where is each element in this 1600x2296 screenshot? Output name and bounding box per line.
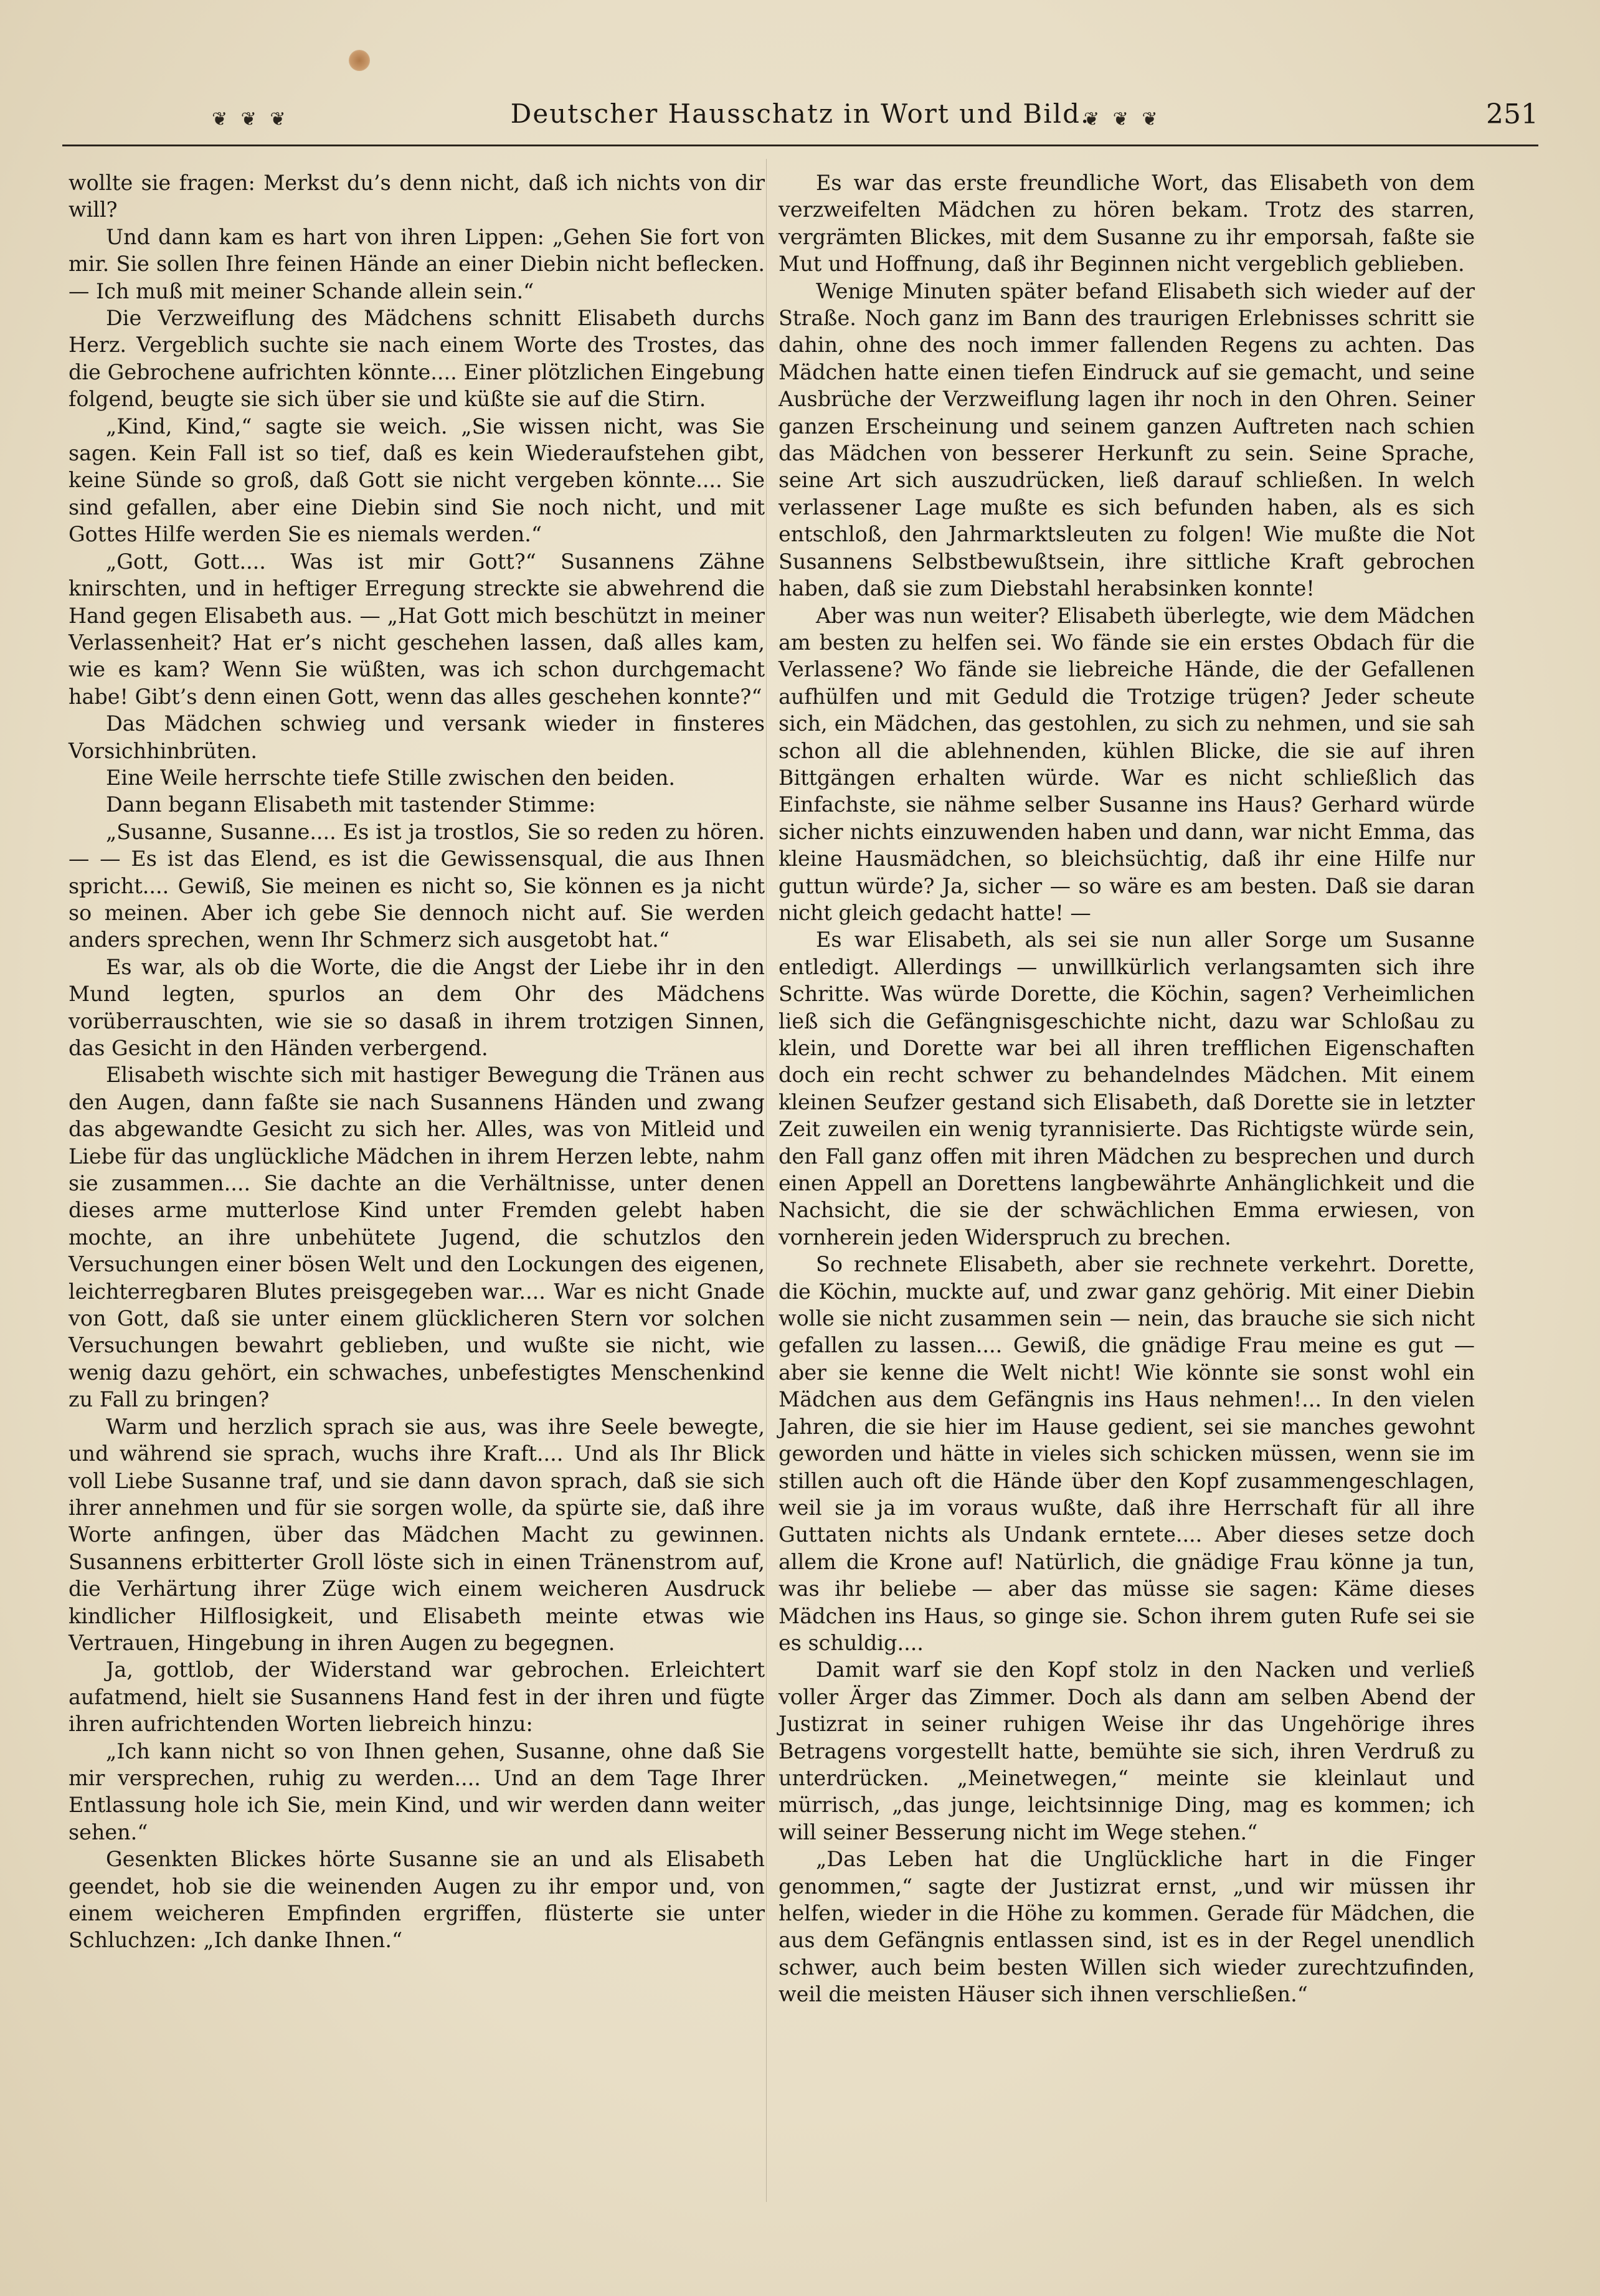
- header-ornament-left: ❦ ❦ ❦: [212, 108, 290, 130]
- running-title: Deutscher Hausschatz in Wort und Bild.: [510, 98, 1091, 129]
- paragraph: So rechnete Elisabeth, aber sie rechnete verkehrt. Dorette, die Köchin, muckte auf, und zwar ganz gehörig. Mit einer Diebin wolle sie nicht zusammen sein — nein, das brauche sie sich nicht gefallen zu lassen.... Gewiß, die gnädige Frau meine es gut — aber sie kenne die Welt nicht! Wie könnte sie sonst wohl ein Mädchen aus dem Gefängnis ins Haus nehmen!... In den vielen Jahren, die sie hier im Hause gedient, sei sie manches gewohnt geworden und hätte in vieles sich schicken müssen, wenn sie im stillen auch oft die Hände über den Kopf zusammengeschlagen, weil sie ja im voraus wußte, daß ihre Herrschaft für all ihre Guttaten nichts als Undank erntete.... Aber dieses setze doch allem die Krone auf! Natürlich, die gnädige Frau könne ja tun, was ihr beliebe — aber das müsse sie sagen: Käme dieses Mädchen ins Haus, so ginge sie. Schon ihrem guten Rufe sei sie es schuldig....: [779, 1252, 1475, 1655]
- paragraph: Es war, als ob die Worte, die die Angst der Liebe ihr in den Mund legten, spurlos an dem Ohr des Mädchens vorüberrauschten, wie sie so dasaß in ihrem trotzigen Sinnen, das Gesicht in den Händen verbergend.: [69, 954, 765, 1060]
- paragraph: Dann begann Elisabeth mit tastender Stimme:: [106, 792, 596, 817]
- paragraph: Das Mädchen schwieg und versank wieder in finsteres Vorsichhinbrüten.: [69, 711, 765, 763]
- paragraph: Aber was nun weiter? Elisabeth überlegte, wie dem Mädchen am besten zu helfen sei. Wo fände sie ein erstes Obdach für die Verlassene? Wo fände sie liebreiche Hände, die der Gefallenen aufhülfen und mit Geduld die Trotzige trügen? Jeder scheute sich, ein Mädchen, das gestohlen, zu sich zu nehmen, und sie sah schon all die ablehnenden, kühlen Blicke, die sie auf ihren Bittgängen erhalten würde. War es nicht schließlich das Einfachste, sie nähme selber Susanne ins Haus? Gerhard würde sicher nichts einzuwenden haben und dann, war nicht Emma, das kleine Hausmädchen, so bleichsüchtig, daß ihr eine Hilfe nur guttun würde? Ja, sicher — so wäre es am besten. Daß sie daran nicht gleich gedacht hatte! —: [779, 603, 1475, 925]
- paragraph: Es war das erste freundliche Wort, das Elisabeth von dem verzweifelten Mädchen zu hören bekam. Trotz des starren, vergrämten Blickes, mit dem Susanne zu ihr emporsah, faßte sie Mut und Hoffnung, daß ihr Beginnen nicht vergeblich geblieben.: [779, 171, 1475, 277]
- paragraph: Gesenkten Blickes hörte Susanne sie an und als Elisabeth geendet, hob sie die weinenden Augen zu ihr empor und, von einem weicheren Empfinden ergriffen, flüsterte sie unter Schluchzen: „Ich danke Ihnen.“: [69, 1847, 765, 1953]
- paragraph: „Ich kann nicht so von Ihnen gehen, Susanne, ohne daß Sie mir versprechen, ruhig zu werden.... Und an dem Tage Ihrer Entlassung hole ich Sie, mein Kind, und wir werden dann weiter sehen.“: [69, 1739, 765, 1844]
- paragraph: Warm und herzlich sprach sie aus, was ihre Seele bewegte, und während sie sprach, wuchs ihre Kraft.... Und als Ihr Blick voll Liebe Susanne traf, und sie dann davon sprach, daß sie sich ihrer annehmen und für sie sorgen wolle, da spürte sie, daß ihre Worte anfingen, über das Mädchen Macht zu gewinnen. Susannens erbitterter Groll löste sich in einen Tränenstrom auf, die Verhärtung ihrer Züge wich einem weicheren Ausdruck kindlicher Hilflosigkeit, und Elisabeth meinte etwas wie Vertrauen, Hingebung in ihren Augen zu begegnen.: [69, 1414, 765, 1655]
- paragraph: Und dann kam es hart von ihren Lippen: „Gehen Sie fort von mir. Sie sollen Ihre feinen Hände an einer Diebin nicht beflecken. — Ich muß mit meiner Schande allein sein.“: [69, 224, 765, 303]
- paragraph: Die Verzweiflung des Mädchens schnitt Elisabeth durchs Herz. Vergeblich suchte sie nach einem Worte des Trostes, das die Gebrochene aufrichten könnte.... Einer plötzlichen Eingebung folgend, beugte sie sich über sie und küßte sie auf die Stirn.: [69, 306, 765, 412]
- header-ornament-right: ❦ ❦ ❦: [1084, 108, 1162, 130]
- column-divider: [766, 159, 767, 2202]
- paragraph: „Gott, Gott.... Was ist mir Gott?“ Susannens Zähne knirschten, und in heftiger Erregung streckte sie abwehrend die Hand gegen Elisabeth aus. — „Hat Gott mich beschützt in meiner Verlassenheit? Hat er’s nicht geschehen lassen, daß alles kam, wie es kam? Wenn Sie wüßten, was ich schon durchgemacht habe! Gibt’s denn einen Gott, wenn das alles geschehen konnte?“: [69, 549, 765, 709]
- paragraph: wollte sie fragen: Merkst du’s denn nicht, daß ich nichts von dir will?: [69, 171, 765, 222]
- paragraph: Elisabeth wischte sich mit hastiger Bewegung die Tränen aus den Augen, dann faßte sie nach Susannens Händen und zwang das abgewandte Gesicht zu sich her. Alles, was von Mitleid und Liebe für das unglückliche Mädchen in ihrem Herzen lebte, nahm sie zusammen.... Sie dachte an die Verhältnisse, unter denen dieses arme mutterlose Kind unter Fremden gelebt haben mochte, an ihre unbehütete Jugend, die schutzlos den Versuchungen einer bösen Welt und den Lockungen des eigenen, leichterregbaren Blutes preisgegeben war.... War es nicht Gnade von Gott, daß sie unter einem glücklicheren Stern vor solchen Versuchungen bewahrt geblieben, und wußte sie nicht, wie wenig dazu gehört, ein schwaches, unbefestigtes Menschenkind zu Fall zu bringen?: [69, 1063, 765, 1412]
- paragraph: Ja, gottlob, der Widerstand war gebrochen. Erleichtert aufatmend, hielt sie Susannens Hand fest in der ihren und fügte ihren aufrichtenden Worten liebreich hinzu:: [69, 1658, 765, 1737]
- paragraph: „Das Leben hat die Unglückliche hart in die Finger genommen,“ sagte der Justizrat ernst, „und wir müssen ihr helfen, wieder in die Höhe zu kommen. Gerade für Mädchen, die aus dem Gefängnis entlassen sind, ist es in der Regel unendlich schwer, auch beim besten Willen sich wieder zurechtzufinden, weil die meisten Häuser sich ihnen verschließen.“: [779, 1847, 1475, 2007]
- paragraph: Damit warf sie den Kopf stolz in den Nacken und verließ voller Ärger das Zimmer. Doch als dann am selben Abend der Justizrat in seiner ruhigen Weise ihr das Ungehörige ihres Betragens vorgestellt hatte, bemühte sie sich, ihren Verdruß zu unterdrücken. „Meinetwegen,“ meinte sie kleinlaut und mürrisch, „das junge, leichtsinnige Ding, mag es kommen; ich will seiner Besserung nicht im Wege stehen.“: [779, 1658, 1475, 1844]
- page-number: 251: [1486, 98, 1538, 130]
- paragraph: Eine Weile herrschte tiefe Stille zwischen den beiden.: [106, 765, 676, 790]
- paragraph: „Kind, Kind,“ sagte sie weich. „Sie wissen nicht, was Sie sagen. Kein Fall ist so tief, daß es kein Wiederaufstehen gibt, keine Sünde so groß, daß Gott sie nicht vergeben könnte.... Sie sind gefallen, aber eine Diebin sind Sie noch nicht, und mit Gottes Hilfe werden Sie es niemals werden.“: [69, 414, 765, 547]
- left-column: [69, 169, 765, 1954]
- page-header: [62, 87, 1538, 149]
- paragraph: „Susanne, Susanne.... Es ist ja trostlos, Sie so reden zu hören. — — Es ist das Elend, es ist die Gewissensqual, die aus Ihnen spricht.... Gewiß, Sie meinen es nicht so, Sie können es ja nicht so meinen. Aber ich gebe Sie dennoch nicht auf. Sie werden anders sprechen, wenn Ihr Schmerz sich ausgetobt hat.“: [69, 819, 765, 952]
- paragraph: Wenige Minuten später befand Elisabeth sich wieder auf der Straße. Noch ganz im Bann des traurigen Erlebnisses schritt sie dahin, ohne des noch immer fallenden Regens zu achten. Das Mädchen hatte einen tiefen Eindruck auf sie gemacht, und seine Ausbrüche der Verzweiflung lagen ihr noch in den Ohren. Seiner ganzen Erscheinung und seinem ganzen Auftreten nach schien das Mädchen von besserer Herkunft zu sein. Seine Sprache, seine Art sich auszudrücken, ließ darauf schließen. In welch verlassener Lage mußte es sich befunden haben, als es sich entschloß, den Jahrmarktsleuten zu folgen! Wie mußte die Not Susannens Selbstbewußtsein, ihre sittliche Kraft gebrochen haben, daß sie zum Diebstahl herabsinken konnte!: [779, 278, 1475, 601]
- header-rule: [62, 145, 1538, 146]
- right-column: [779, 169, 1475, 2008]
- paper-hole-mark: [349, 50, 370, 71]
- paragraph: Es war Elisabeth, als sei sie nun aller Sorge um Susanne entledigt. Allerdings — unwillkürlich verlangsamten sich ihre Schritte. Was würde Dorette, die Köchin, sagen? Verheimlichen ließ sich die Gefängnisgeschichte nicht, dazu war Schloßau zu klein, und Dorette war bei all ihren trefflichen Eigenschaften doch ein recht schwer zu behandelndes Mädchen. Mit einem kleinen Seufzer gestand sich Elisabeth, daß Dorette sie in letzter Zeit zuweilen ein wenig tyrannisierte. Das Richtigste würde sein, den Fall ganz offen mit ihren Mädchen zu besprechen und durch einen Appell an Dorettens langbewährte Anhänglichkeit und die Nachsicht, die sie der schwächlichen Emma erwiesen, von vornherein jeden Widerspruch zu brechen.: [779, 927, 1475, 1250]
